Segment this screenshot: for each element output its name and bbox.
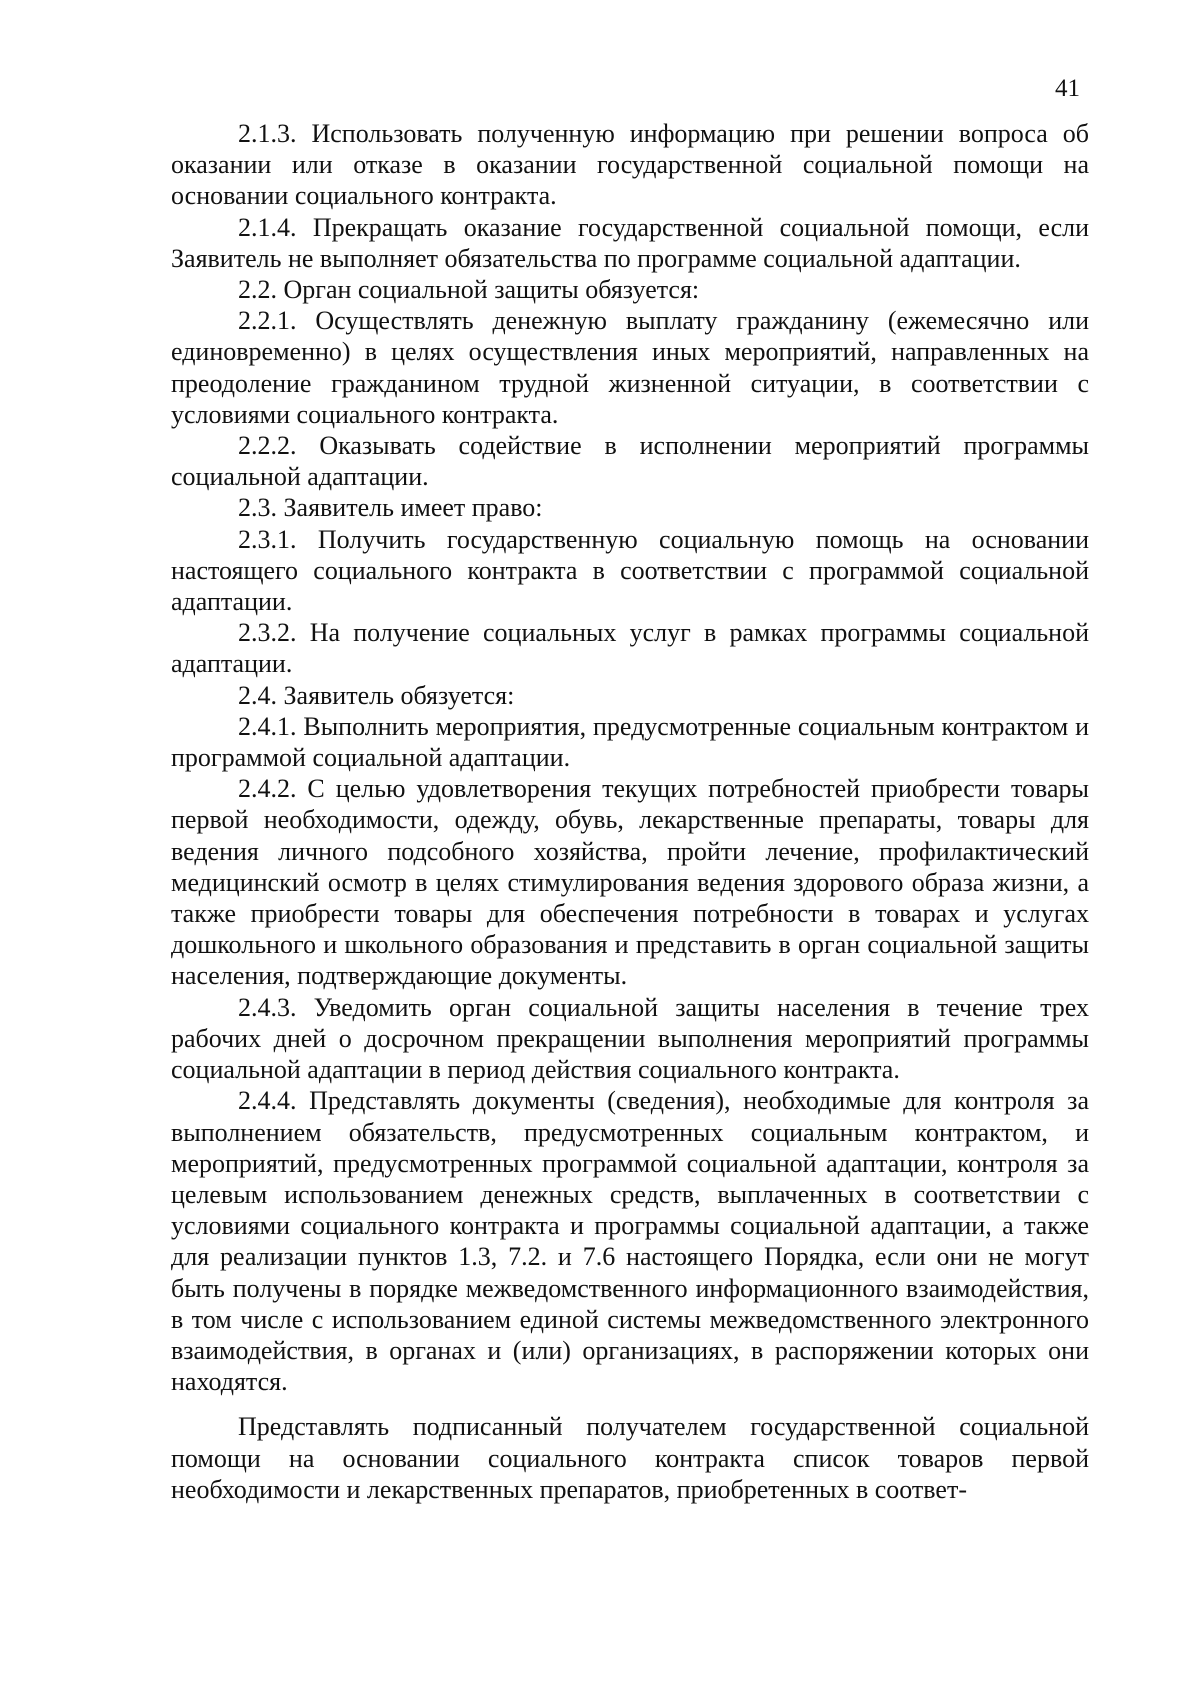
paragraph-2-4-2: 2.4.2. С целью удовлетворения текущих потребностей приобрести товары первой необходимости, одежду, обувь, лекарственные препараты, товары для ведения личного подсобного хозяйства, пройти лечение, профилактический медицинский осмотр в целях стимулирования ведения здорового образа жизни, а также приобрести товары для обеспечения потребности в товарах и услугах дошкольного и школьного образования и представить в орган социальной защиты населения, подтверждающие документы. xyxy=(171,774,1089,991)
paragraph-2-4-3: 2.4.3. Уведомить орган социальной защиты населения в течение трех рабочих дней о досрочном прекращении выполнения мероприятий программы социальной адаптации в период действия социального контракта. xyxy=(171,992,1089,1085)
paragraph-2-4: 2.4. Заявитель обязуется: xyxy=(238,680,515,710)
page-number: 41 xyxy=(1055,75,1080,102)
paragraph-2-2-2: 2.2.2. Оказывать содействие в исполнении мероприятий программы социальной адаптации. xyxy=(171,431,1089,492)
paragraph-2-3: 2.3. Заявитель имеет право: xyxy=(238,493,543,523)
paragraph-2-3-2: 2.3.2. На получение социальных услуг в рамках программы социальной адаптации. xyxy=(171,618,1089,679)
paragraph-2-1-3: 2.1.3. Использовать полученную информацию при решении вопроса об оказании или отказе в оказании государственной социальной помощи на основании социального контракта. xyxy=(171,119,1089,211)
paragraph-2-3-1: 2.3.1. Получить государственную социальную помощь на основании настоящего социального контракта в соответствии с программой социальной адаптации. xyxy=(171,524,1089,617)
paragraph-2-2-1: 2.2.1. Осуществлять денежную выплату гражданину (ежемесячно или единовременно) в целях осуществления иных мероприятий, направленных на преодоление гражданином трудной жизненной ситуации, в соответствии с условиями социального контракта. xyxy=(171,306,1089,429)
paragraph-2-4-4: 2.4.4. Представлять документы (сведения), необходимые для контроля за выполнением обязательств, предусмотренных социальным контрактом, и мероприятий, предусмотренных программой социальной адаптации, контроля за целевым использованием денежных средств, выплаченных в соответствии с условиями социального контракта и программы социальной адаптации, а также для реализации пунктов 1.3, 7.2. и 7.6 настоящего Порядка, если они не могут быть получены в порядке межведомственного информационного взаимодействия, в том числе с использованием единой системы межведомственного электронного взаимодействия, в органах и (или) организациях, в распоряжении которых они находятся. xyxy=(171,1086,1089,1397)
paragraph-2-2: 2.2. Орган социальной защиты обязуется: xyxy=(238,275,700,305)
paragraph-2-4-1: 2.4.1. Выполнить мероприятия, предусмотренные социальным контрактом и программой социальной адаптации. xyxy=(171,711,1089,773)
paragraph-list-submission: Представлять подписанный получателем государственной социальной помощи на основании социального контракта список товаров первой необходимости и лекарственных препаратов, приобретенных в соответ- xyxy=(171,1412,1089,1504)
paragraph-2-1-4: 2.1.4. Прекращать оказание государственной социальной помощи, если Заявитель не выполняет обязательства по программе социальной адаптации. xyxy=(171,212,1089,273)
document-body xyxy=(171,118,1089,1505)
